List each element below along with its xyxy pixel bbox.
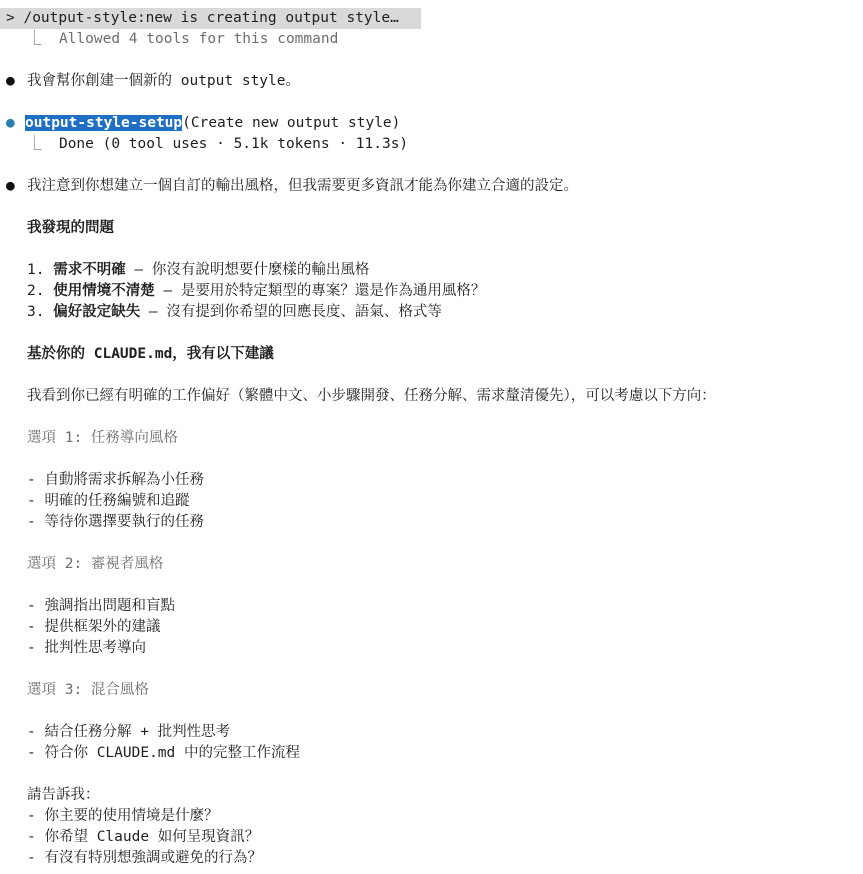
option-title: 選項 1: 任務導向風格 [27,430,178,446]
problem-number: 1. [27,262,45,278]
problem-number: 3. [27,304,45,320]
bullet-icon: ● [6,73,15,89]
question-item: - 有沒有特別想強調或避免的行為？ [27,850,262,866]
agent-name: output-style-setup [25,115,183,131]
problem-title: 需求不明確 [53,262,126,278]
option-item: - 符合你 CLAUDE.md 中的完整工作流程 [27,745,300,761]
problem-item [27,260,369,281]
option-item: - 強調指出問題和盲點 [27,598,175,614]
intro-message: 我會幫你創建一個新的 output style。 [27,73,300,89]
problem-item [27,302,442,323]
agent-done-text: Done (0 tool uses · 5.1k tokens · 11.3s) [58,136,409,152]
option-item: - 批判性思考導向 [27,640,146,656]
agent-status-icon: ● [6,115,15,131]
problem-item [27,281,485,302]
tree-branch-icon: ⎿ [27,136,42,152]
option-title: 選項 3: 混合風格 [27,682,149,698]
option-title: 選項 2: 審視者風格 [27,556,164,572]
problem-number: 2. [27,283,45,299]
option-item: - 提供框架外的建議 [27,619,161,635]
bullet-icon: ● [6,178,15,194]
command-line [6,8,399,29]
allowed-tools-line [27,29,338,50]
agent-done-line [27,134,408,155]
option-item: - 明確的任務編號和追蹤 [27,493,190,509]
problem-title: 偏好設定缺失 [53,304,141,320]
suggest-heading: 基於你的 CLAUDE.md，我有以下建議 [27,346,274,362]
question-item: - 你主要的使用情境是什麼？ [27,808,219,824]
question-item: - 你希望 Claude 如何呈現資訊？ [27,829,260,845]
prompt-symbol: > [6,10,15,26]
problem-desc: – 你沒有說明想要什麼樣的輸出風格 [125,262,370,278]
problem-desc: – 是要用於特定類型的專案？還是作為通用風格？ [154,283,486,299]
option-item: - 等待你選擇要執行的任務 [27,514,204,530]
agent-args: (Create new output style) [182,115,401,131]
problem-desc: – 沒有提到你希望的回應長度、語氣、格式等 [140,304,442,320]
tree-branch-icon: ⎿ [27,31,42,47]
agent-call-line [25,113,400,134]
option-item: - 結合任務分解 + 批判性思考 [27,724,231,740]
allowed-tools-text: Allowed 4 tools for this command [58,31,339,47]
command-text: /output-style:new is creating output style… [23,10,399,26]
response-lead: 我注意到你想建立一個自訂的輸出風格，但我需要更多資訊才能為你建立合適的設定。 [27,178,578,194]
problems-heading: 我發現的問題 [27,220,114,236]
ask-heading: 請告訴我： [27,787,100,803]
suggest-lead: 我看到你已經有明確的工作偏好（繁體中文、小步驟開發、任務分解、需求釐清優先），可以考慮以下方向： [27,388,716,404]
problem-title: 使用情境不清楚 [53,283,155,299]
option-item: - 自動將需求拆解為小任務 [27,472,204,488]
